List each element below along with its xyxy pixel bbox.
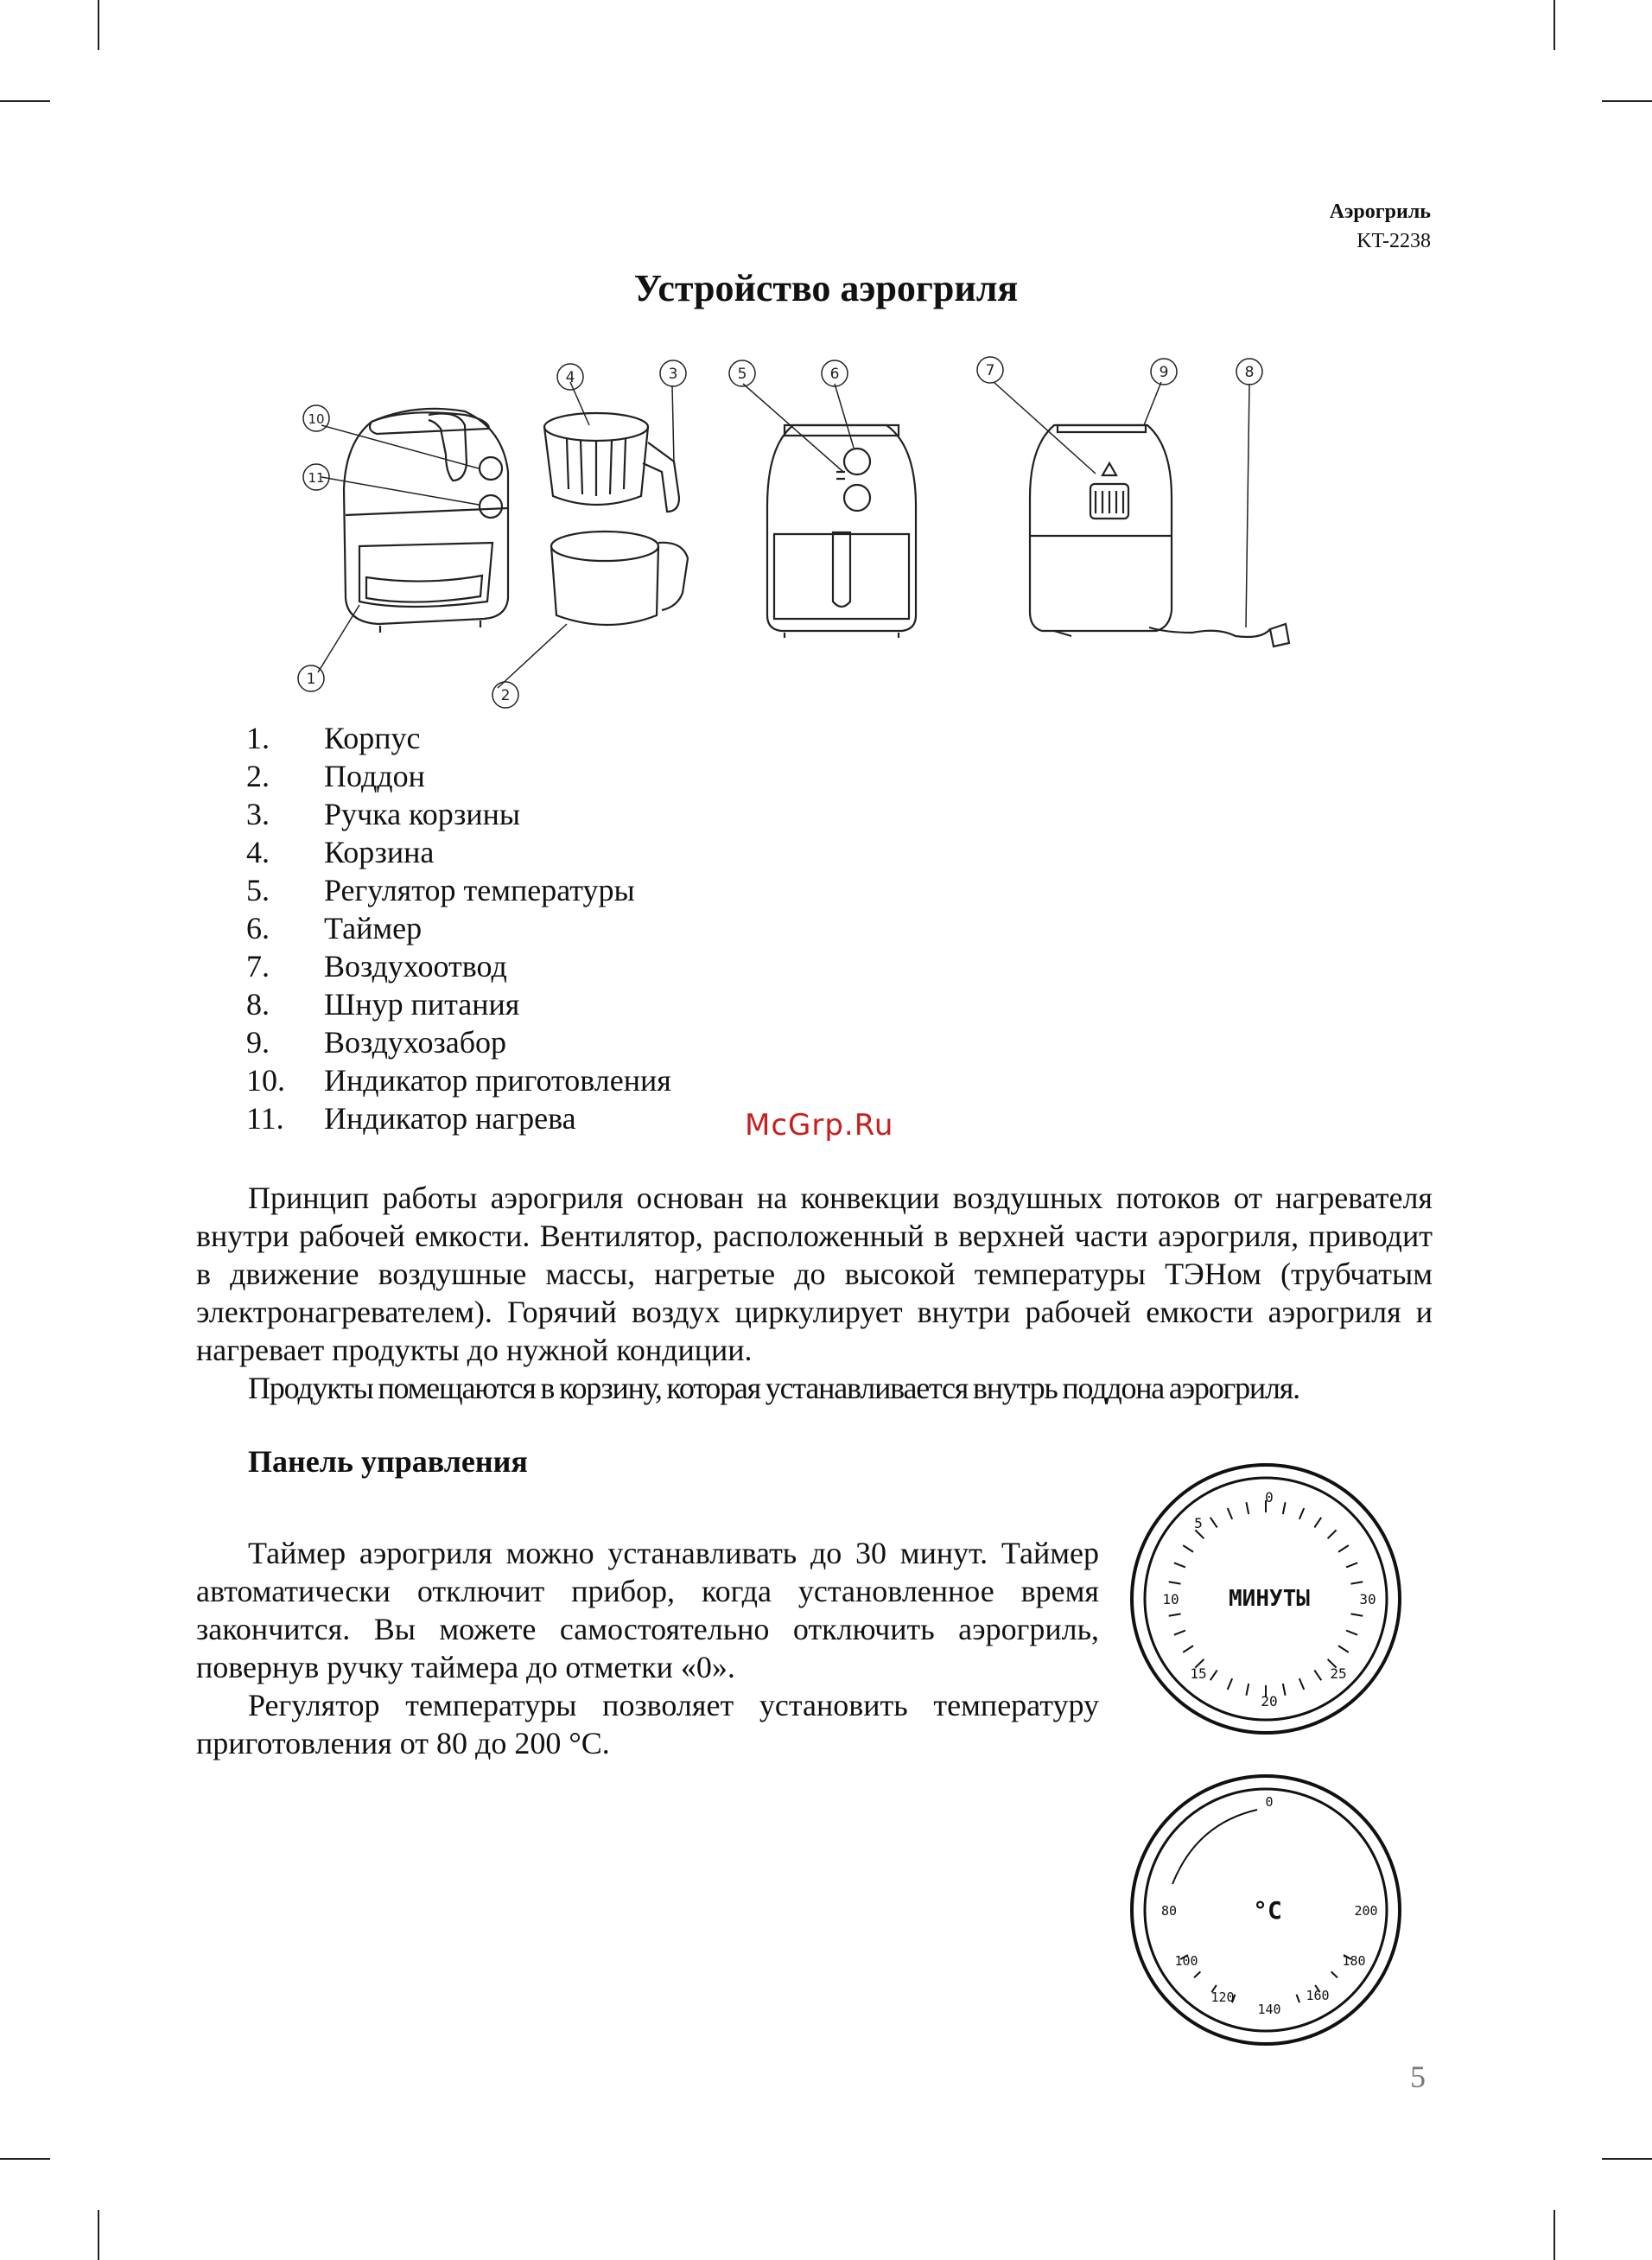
section-heading: Панель управления	[248, 1444, 528, 1479]
dial-mark: 20	[1261, 1693, 1278, 1709]
list-item-label: Поддон	[324, 759, 425, 793]
watermark-link[interactable]: McGrp.Ru	[745, 1108, 894, 1143]
dial-tick	[1314, 1671, 1321, 1681]
list-item-label: Регулятор температуры	[324, 873, 635, 907]
callout-label: 10	[308, 411, 325, 427]
callout-label: 5	[737, 366, 747, 383]
dial-mark: 15	[1190, 1665, 1207, 1682]
list-item-number: 8.	[246, 987, 270, 1022]
list-item-number: 2.	[246, 759, 270, 793]
dial-tick	[1174, 1631, 1185, 1635]
callout-label: 4	[565, 369, 575, 386]
header-model: KT-2238	[1357, 230, 1431, 252]
crop-mark	[1602, 100, 1652, 102]
timer-dial	[1128, 1461, 1404, 1737]
dial-tick	[1183, 1545, 1193, 1552]
header-title: Аэрогриль	[1329, 201, 1431, 223]
list-item-label: Ручка корзины	[324, 797, 521, 831]
callout-label: 8	[1244, 364, 1255, 381]
dial-tick	[1228, 1678, 1232, 1690]
list-item-label: Шнур питания	[324, 987, 520, 1022]
list-item-label: Воздухозабор	[324, 1025, 507, 1060]
list-item-label: Корзина	[324, 835, 435, 869]
list-item-number: 7.	[246, 949, 270, 984]
dial-mark: 100	[1174, 1953, 1198, 1969]
dial-mark: 25	[1330, 1665, 1347, 1682]
list-item-number: 4.	[246, 835, 270, 869]
crop-mark	[98, 2210, 99, 2260]
paragraph-timer: Таймер аэрогриля можно устанавливать до 30 минут. Таймер автоматически отключит прибор, когда установленное время закончится. Вы можете самостоятельно отключить аэрогриль, повернув ручку таймера до отметки «0».	[196, 1536, 1099, 1684]
list-item-number: 10.	[246, 1063, 285, 1098]
list-item	[246, 871, 671, 909]
dial-tick	[1328, 1530, 1337, 1538]
callout-label: 3	[668, 366, 678, 383]
dial-mark: 0	[1265, 1489, 1274, 1506]
dial-tick	[1331, 1971, 1337, 1977]
list-item-label: Индикатор нагрева	[324, 1101, 576, 1136]
back-view-illustration	[1030, 425, 1289, 646]
list-item	[246, 833, 671, 871]
dial-tick	[1314, 1518, 1321, 1528]
dial-mark: 120	[1210, 1989, 1235, 2005]
paragraph-principle: Принцип работы аэрогриля основан на конвекции воздушных потоков от нагревателя внутри рабочей емкости. Вентилятор, расположенный в верхней части аэрогриля, приводит в движение воздушные массы, нагретые до высокой температуры ТЭНом (трубчатым электронагревателем). Горячий воздух циркулирует внутри рабочей емкости аэрогриля и нагревает продукты до нужной кондиции.	[196, 1181, 1433, 1367]
dial-tick	[1246, 1684, 1249, 1696]
list-item	[246, 757, 671, 795]
dial-tick	[1246, 1502, 1249, 1514]
list-item	[246, 909, 671, 947]
dial-tick	[1183, 1646, 1193, 1652]
list-item	[246, 1061, 671, 1099]
air-fryer-diagram	[276, 342, 1296, 716]
dial-center-label: МИНУТЫ	[1229, 1586, 1310, 1612]
list-item-number: 3.	[246, 797, 270, 831]
crop-mark	[0, 2158, 50, 2160]
parts-list	[246, 719, 671, 1137]
paragraph-temperature: Регулятор температуры позволяет установить температуру приготовления от 80 до 200 °C.	[196, 1688, 1099, 1760]
paragraph-basket: Продукты помещаются в корзину, которая устанавливается внутрь поддона аэрогриля.	[248, 1371, 1299, 1405]
dial-mark: 140	[1257, 2002, 1281, 2017]
dial-tick	[1169, 1582, 1181, 1583]
list-item	[246, 1099, 671, 1137]
dial-mark: 160	[1306, 1988, 1330, 2003]
list-item-label: Корпус	[324, 721, 421, 755]
dial-tick	[1346, 1563, 1357, 1567]
running-header	[1330, 197, 1431, 256]
page-number: 5	[1410, 2059, 1426, 2094]
dial-mark: 200	[1354, 1903, 1378, 1919]
temperature-dial	[1128, 1772, 1404, 2048]
dial-tick	[1283, 1684, 1286, 1696]
list-item-number: 11.	[246, 1101, 284, 1136]
dial-mark: 30	[1359, 1591, 1376, 1607]
dial-mark: 0	[1265, 1794, 1274, 1810]
dial-mark: 180	[1342, 1953, 1366, 1969]
dial-tick	[1174, 1563, 1185, 1567]
list-item-number: 5.	[246, 873, 270, 907]
list-item-label: Воздухоотвод	[324, 949, 507, 984]
dial-center-label: °C	[1253, 1896, 1282, 1925]
crop-mark	[1602, 2158, 1652, 2160]
list-item-label: Индикатор приготовления	[324, 1063, 671, 1098]
dial-tick	[1283, 1502, 1286, 1514]
crop-mark	[0, 100, 50, 102]
list-item	[246, 1023, 671, 1061]
list-item-number: 9.	[246, 1025, 270, 1060]
list-item-label: Таймер	[324, 911, 423, 945]
dial-tick	[1210, 1671, 1217, 1681]
dial-tick	[1338, 1545, 1349, 1552]
dial-tick	[1338, 1646, 1349, 1652]
dial-tick	[1350, 1582, 1363, 1583]
callout-label: 7	[985, 362, 995, 379]
dial-mark: 5	[1194, 1515, 1203, 1531]
dial-tick	[1169, 1614, 1181, 1615]
page-heading: Устройство аэрогриля	[633, 267, 1019, 309]
body-illustration	[344, 409, 508, 633]
crop-mark	[98, 0, 99, 50]
callout-label: 11	[308, 470, 325, 486]
dial-tick	[1346, 1631, 1357, 1635]
crop-mark	[1554, 0, 1555, 50]
list-item	[246, 795, 671, 833]
callout-label: 9	[1159, 364, 1169, 381]
dial-tick	[1299, 1678, 1304, 1690]
dial-mark: 10	[1162, 1591, 1179, 1607]
crop-mark	[1554, 2210, 1555, 2260]
callout-label: 1	[306, 671, 316, 688]
list-item-number: 6.	[246, 911, 270, 945]
list-item	[246, 719, 671, 757]
dial-tick	[1297, 1995, 1299, 2002]
list-item	[246, 985, 671, 1023]
dial-tick	[1194, 1971, 1200, 1977]
dial-tick	[1299, 1508, 1304, 1519]
front-view-illustration	[767, 425, 916, 638]
callout-label: 6	[829, 366, 840, 383]
dial-tick	[1228, 1508, 1232, 1519]
dial-mark: 80	[1160, 1903, 1178, 1919]
list-item	[246, 947, 671, 985]
dial-tick	[1350, 1614, 1363, 1615]
basket-illustration	[544, 413, 688, 625]
list-item-number: 1.	[246, 721, 270, 755]
dial-tick	[1210, 1518, 1217, 1528]
callout-label: 2	[500, 687, 511, 704]
